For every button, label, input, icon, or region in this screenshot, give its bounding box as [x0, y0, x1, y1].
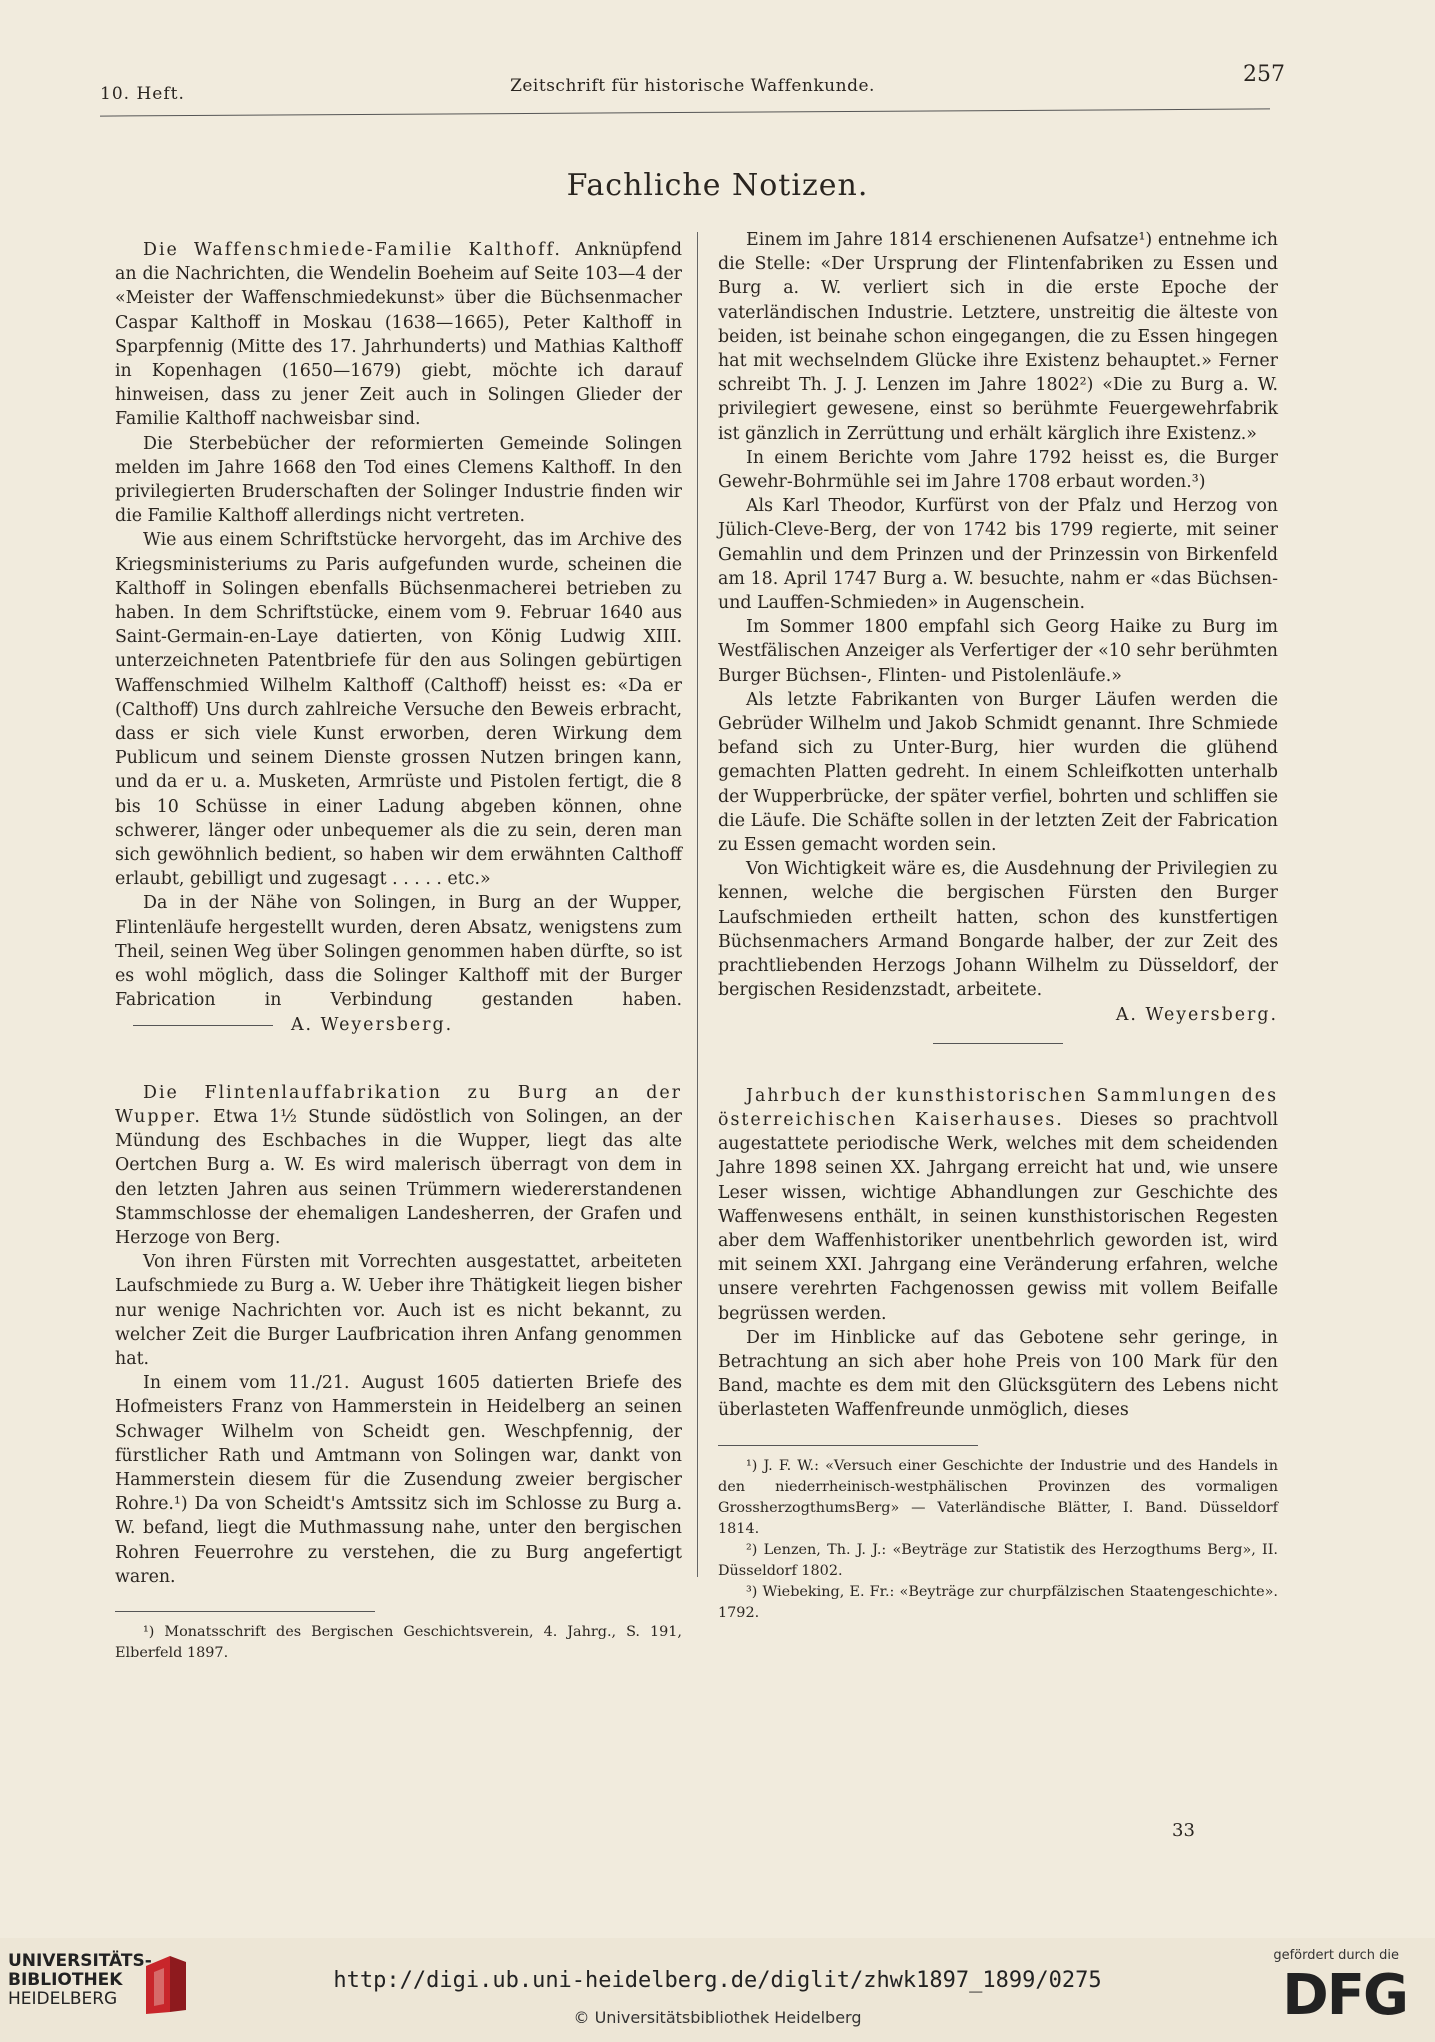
article-paragraph: In einem vom 11./21. August 1605 datierten Briefe des Hofmeisters Franz von Hammerstein in Heidelberg an seinen Schwager Wilhelm von Scheidt gen. Weschpfennig, der fürstlicher Rath und Amtmann von Solingen war, dankt von Hammerstein diesem für die Zusendung zweier bergischer Rohre.¹) Da von Scheidt's Amtssitz sich im Schlosse zu Burg a. W. befand, liegt die Muthmassung nahe, unter den bergischen Rohren Feuerrohre zu verstehen, die zu Burg angefertigt waren. — [115, 1373, 682, 1587]
article-paragraph: Die Flintenlauffabrikation zu Burg an der Wupper. Etwa 1½ Stunde südöstlich von Solingen, an der Mündung des Eschbaches in die Wupper, liegt das alte Oertchen Burg a. W. Es wird malerisch überragt von dem in den letzten Jahren aus seinen Trümmern wiedererstandenen Stammschlosse der ehemaligen Landesherren, der Grafen und Herzoge von Berg. — [115, 1082, 682, 1248]
footnote: ¹) J. F. W.: «Versuch einer Geschichte der Industrie und des Handels in den niederrheinisch-westphälischen Provinzen des vormaligen GrossherzogthumsBerg» — Vaterländische Blätter, I. Band. Düsseldorf 1814. — [718, 1457, 1278, 1537]
copyright-notice: © Universitätsbibliothek Heidelberg — [573, 2008, 862, 2027]
footnote: ³) Wiebeking, E. Fr.: «Beyträge zur churpfälzischen Staatengeschichte». 1792. — [718, 1583, 1278, 1621]
running-head — [100, 62, 1285, 108]
signature-mark: 33 — [1172, 1820, 1195, 1841]
footnote: ²) Lenzen, Th. J. J.: «Beyträge zur Statistik des Herzogthums Berg», II. Düsseldorf 1802. — [718, 1541, 1278, 1579]
article-paragraph: Von ihren Fürsten mit Vorrechten ausgestattet, arbeiteten Laufschmiede zu Burg a. W. Ueber ihre Thätigkeit liegen bisher nur wenige Nachrichten vor. Auch ist es nicht bekannt, zu welcher Zeit die Burger Laufbrication ihren Anfang genommen hat. — [115, 1252, 682, 1369]
footnote: ¹) Monatsschrift des Bergischen Geschichtsverein, 4. Jahrg., S. 191, Elberfeld 1897. — [115, 1623, 682, 1661]
article-paragraph: Da in der Nähe von Solingen, in Burg an der Wupper, Flintenläufe hergestellt wurden, deren Absatz, wenigstens zum Theil, seinen Weg über Solingen genommen haben dürfte, so ist es wohl möglich, dass die Solinger Kalthoff mit der Burger Fabrication in Verbindung gestanden haben.A. Weyersberg. — [115, 893, 682, 1035]
journal-title: Zeitschrift für historische Waffenkunde. — [510, 76, 875, 96]
library-logo-text: UNIVERSITÄTS- BIBLIOTHEK HEIDELBERG — [8, 1951, 152, 2009]
left-column — [115, 238, 682, 1664]
article-paragraph: Wie aus einem Schriftstücke hervorgeht, das im Archive des Kriegsministeriums zu Paris aufgefunden wurde, scheinen die Kalthoff in Solingen ebenfalls Büchsenmacherei betrieben zu haben. In dem Schriftstücke, einem vom 9. Februar 1640 aus Saint-Germain-en-Laye datierten, von König Ludwig XIII. unterzeichneten Patentbriefe für den aus Solingen gebürtigen Waffenschmied Wilhelm Kalthoff (Calthoff) heisst es: «Da er (Calthoff) Uns durch zahlreiche Versuche den Beweis erbracht, dass er sich viele Kunst erworben, deren Wirkung dem Publicum und seinem Dienste grossen Nutzen bringen kann, und da er u. a. Musketen, Armrüste und Pistolen fertigt, die 8 bis 10 Schüsse in einer Ladung abgeben können, ohne schwerer, länger oder unbequemer als die zu sein, deren man sich gewöhnlich bedient, so haben wir dem erwähnten Calthoff erlaubt, gebilligt und zugesagt . . . . . etc.» — [115, 530, 682, 890]
article-paragraph: Die Sterbebücher der reformierten Gemeinde Solingen melden im Jahre 1668 den Tod eines Clemens Kalthoff. In den privilegierten Bruderschaften der Solinger Industrie finden wir die Familie Kalthoff allerdings nicht vertreten. — [115, 433, 682, 527]
author-signature: A. Weyersberg. — [291, 1014, 454, 1035]
viewer-footer — [0, 1938, 1435, 2042]
article-paragraph: In einem Berichte vom Jahre 1792 heisst es, die Burger Gewehr-Bohrmühle sei im Jahre 1708 erbaut worden.³) — [718, 447, 1278, 493]
page-number: 257 — [1243, 62, 1285, 87]
section-rule — [933, 1043, 1063, 1044]
permalink-url[interactable]: http://digi.ub.uni-heidelberg.de/diglit/zhwk1897_1899/0275 — [333, 1968, 1102, 1993]
article-paragraph: Von Wichtigkeit wäre es, die Ausdehnung der Privilegien zu kennen, welche die bergischen Fürsten den Burger Laufschmieden ertheilt hatten, schon des kunstfertigen Büchsenmachers Armand Bongarde halber, der zur Zeit des prachtliebenden Herzogs Johann Wilhelm zu Düsseldorf, der bergischen Residenzstadt, arbeitete. — [718, 859, 1278, 1001]
article-heading: Die Flintenlauffabrikation zu Burg an der Wupper. — [115, 1082, 682, 1127]
right-column — [718, 228, 1278, 1624]
author-signature: A. Weyersberg. — [1115, 1004, 1278, 1025]
article-paragraph: Im Sommer 1800 empfahl sich Georg Haike zu Burg im Westfälischen Anzeiger als Verfertiger der «10 sehr berühmten Burger Büchsen-, Flinten- und Pistolenläufe.» — [718, 617, 1278, 686]
section-title: Fachliche Notizen. — [566, 168, 869, 203]
article-paragraph: Die Waffenschmiede-Familie Kalthoff. Anknüpfend an die Nachrichten, die Wendelin Boeheim auf Seite 103—4 der «Meister der Waffenschmiedekunst» über die Büchsenmacher Caspar Kalthoff in Moskau (1638—1665), Peter Kalthoff in Sparpfennig (Mitte des 17. Jahrhunderts) und Mathias Kalthoff in Kopenhagen (1650—1679) giebt, möchte ich darauf hinweisen, dass zu jener Zeit auch in Solingen Glieder der Familie Kalthoff nachweisbar sind. — [115, 240, 683, 430]
article-paragraph: Als letzte Fabrikanten von Burger Läufen werden die Gebrüder Wilhelm und Jakob Schmidt genannt. Ihre Schmiede befand sich zu Unter-Burg, hier wurden die glühend gemachten Platten gedreht. In einem Schleifkotten unterhalb der Wupperbrücke, der später verfiel, bohrten und schliffen sie die Läufe. Die Schäfte sollen in der letzten Zeit der Fabrication zu Essen gemacht worden sein. — [718, 689, 1278, 856]
header-rule — [100, 108, 1270, 116]
article-paragraph: Als Karl Theodor, Kurfürst von der Pfalz und Herzog von Jülich-Cleve-Berg, der von 1742 bis 1799 regierte, mit seiner Gemahlin und dem Prinzen und der Prinzessin von Birkenfeld am 18. April 1747 Burg a. W. besuchte, nahm er «das Büchsen- und Lauffen-Schmieden» in Augenschein. — [718, 496, 1278, 614]
article-paragraph: Jahrbuch der kunsthistorischen Sammlungen des österreichischen Kaiserhauses. Dieses so prachtvoll augestattete periodische Werk, welches mit dem scheidenden Jahre 1898 seinen XX. Jahrgang erreicht hat und, wie unsere Leser wissen, wichtige Abhandlungen zur Geschichte des Waffenwesens enthält, in seinen kunsthistorischen Regesten aber dem Waffenhistoriker unentbehrlich geworden ist, wird mit seinem XXI. Jahrgang eine Veränderung erfahren, welche unsere verehrten Fachgenossen gewiss mit vollem Beifalle begrüssen werden. — [718, 1085, 1279, 1324]
article-paragraph: Einem im Jahre 1814 erschienenen Aufsatze¹) entnehme ich die Stelle: «Der Ursprung der Flintenfabriken zu Essen und Burg a. W. verliert sich in die erste Epoche der vaterländischen Industrie. Letztere, unstreitig die älteste von beiden, ist beinahe schon eingegangen, die zu Essen hingegen hat mit wechselndem Glücke ihre Existenz behauptet.» Ferner schreibt Th. J. J. Lenzen im Jahre 1802²) «Die zu Burg a. W. privilegiert gewesene, einst so berühmte Feuergewehrfabrik ist gänzlich in Zerrüttung und erhält kärglich ihre Existenz.» — [718, 230, 1278, 444]
dfg-logo: DFG — [1282, 1963, 1407, 2028]
footnote-rule — [115, 1611, 375, 1612]
column-divider — [697, 232, 698, 1577]
article-paragraph: Der im Hinblicke auf das Gebotene sehr geringe, in Betrachtung an sich aber hohe Preis von 100 Mark für den Band, machte es dem mit den Glücksgütern des Lebens nicht überlasteten Waffenfreunde unmöglich, dieses — [718, 1327, 1278, 1421]
article-heading: Jahrbuch der kunsthistorischen Sammlungen des österreichischen Kaiserhauses. — [718, 1085, 1278, 1130]
funding-label: gefördert durch die — [1273, 1948, 1399, 1963]
signature-rule — [133, 1025, 273, 1026]
issue-label: 10. Heft. — [100, 84, 185, 104]
footnote-rule — [718, 1445, 978, 1446]
article-heading: Die Waffenschmiede-Familie Kalthoff. — [143, 240, 562, 260]
